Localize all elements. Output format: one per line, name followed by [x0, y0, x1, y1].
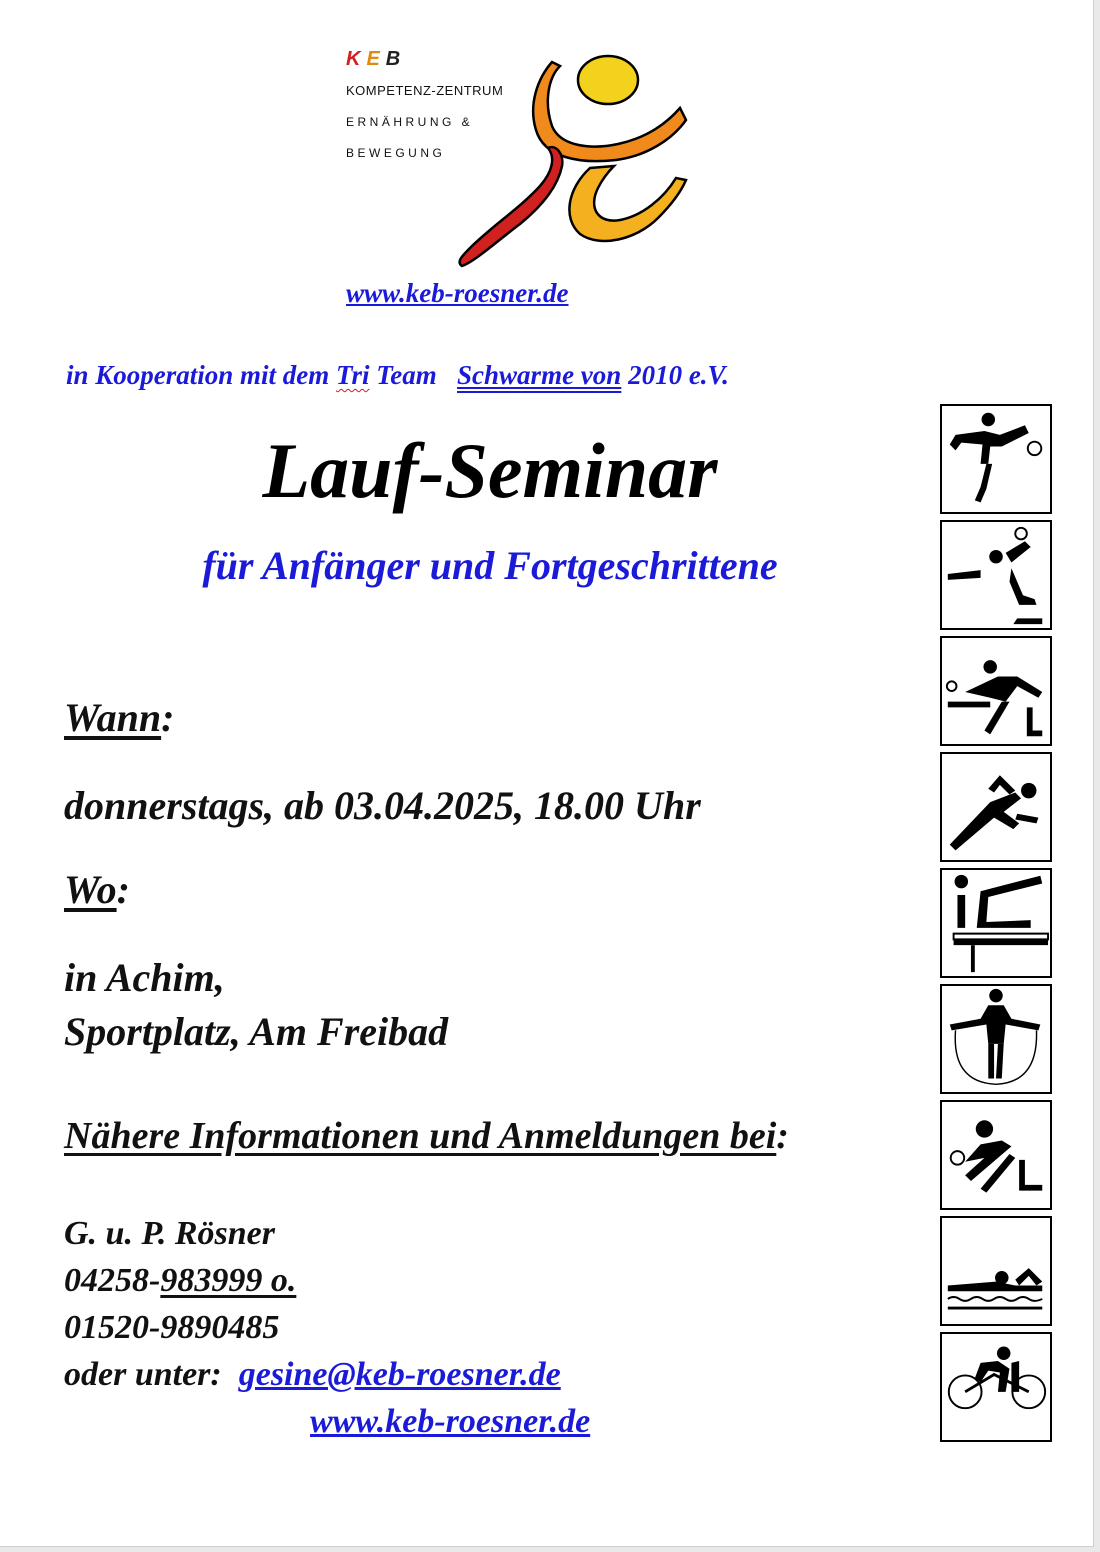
logo-letter-e: E: [366, 48, 386, 70]
contact-phone-1: [64, 1262, 296, 1300]
phone-1-prefix: 04258-: [64, 1262, 161, 1299]
cooperation-line: [66, 360, 729, 391]
when-label: Wann: [64, 695, 162, 740]
logo-line-3: BEWEGUNG: [346, 146, 446, 160]
page-title: Lauf-Seminar: [262, 427, 718, 514]
gymnastics-icon: [940, 868, 1052, 978]
table-tennis-icon: [940, 636, 1052, 746]
logo-letter-b: B: [385, 48, 407, 70]
oder-unter-label: oder unter:: [64, 1356, 222, 1393]
cooperation-suffix: 2010 e.V.: [628, 360, 729, 390]
cycling-icon: [940, 1332, 1052, 1442]
logo-abbreviation: [346, 48, 406, 71]
cooperation-tri: Tri: [336, 360, 370, 390]
volleyball-icon: [940, 1100, 1052, 1210]
football-icon: [940, 404, 1052, 514]
cooperation-schwarme: Schwarme von: [457, 360, 622, 390]
where-label: Wo: [64, 867, 117, 912]
swimming-icon: [940, 1216, 1052, 1326]
contact-phone-2: 01520-9890485: [64, 1309, 280, 1346]
info-label: Nähere Informationen und Anmeldungen bei: [64, 1115, 777, 1157]
when-value: donnerstags, ab 03.04.2025, 18.00 Uhr: [64, 783, 701, 828]
sprint-icon: [940, 752, 1052, 862]
handball-icon: [940, 520, 1052, 630]
phone-1-number: 983999 o.: [160, 1262, 297, 1299]
email-link[interactable]: gesine@keb-roesner.de: [238, 1356, 561, 1393]
logo-line-2: ERNÄHRUNG &: [346, 115, 474, 129]
cooperation-prefix: in Kooperation mit dem: [66, 360, 330, 390]
when-colon: :: [161, 695, 175, 740]
where-colon: :: [116, 867, 130, 912]
logo-runner-figure-icon: [440, 48, 696, 272]
contact-website-line: [310, 1403, 590, 1441]
where-heading: [64, 866, 130, 913]
info-colon: :: [776, 1115, 789, 1157]
jump-rope-icon: [940, 984, 1052, 1094]
where-line-1: in Achim,: [64, 955, 225, 1000]
cooperation-team: Team: [376, 360, 437, 390]
sport-icons-column: [940, 404, 1056, 1448]
website-link-top[interactable]: www.keb-roesner.de: [346, 278, 569, 308]
website-link-bottom[interactable]: www.keb-roesner.de: [310, 1403, 591, 1440]
contact-name: G. u. P. Rösner: [64, 1215, 275, 1252]
info-heading: [64, 1114, 789, 1158]
where-line-2: Sportplatz, Am Freibad: [64, 1009, 449, 1054]
logo-line-1: KOMPETENZ-ZENTRUM: [346, 83, 504, 98]
contact-email-line: [64, 1356, 561, 1394]
when-heading: [64, 694, 174, 741]
logo-letter-k: K: [346, 48, 367, 70]
subtitle: für Anfänger und Fortgeschrittene: [202, 543, 778, 588]
